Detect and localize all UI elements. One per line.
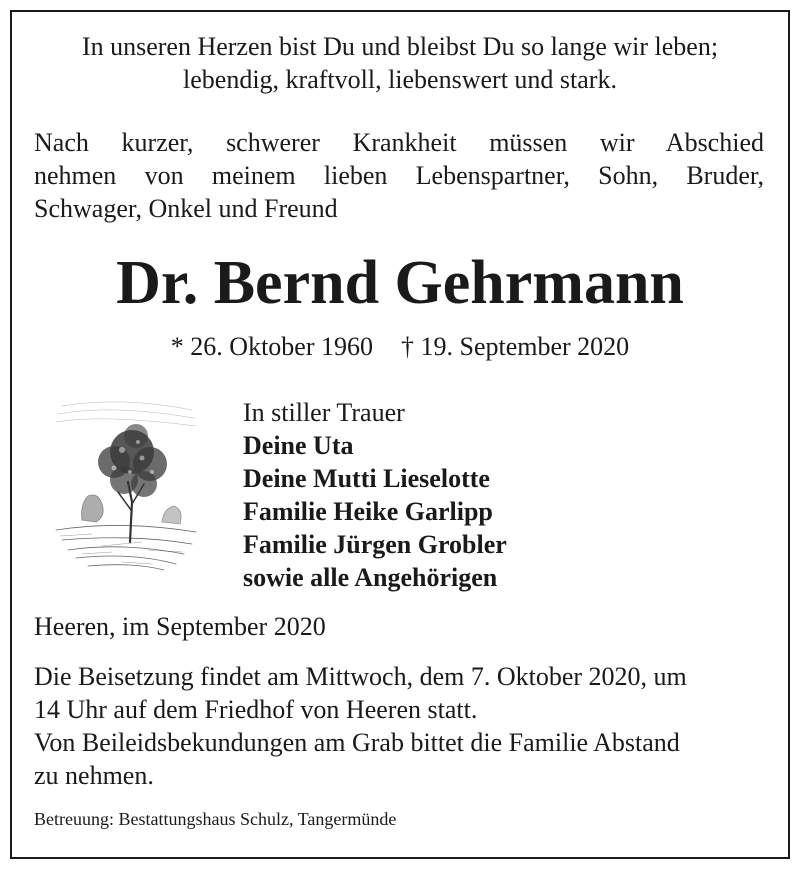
mourner-name: sowie alle Angehörigen <box>243 563 498 592</box>
mourner-name: Familie Jürgen Grobler <box>243 530 507 559</box>
intro-line-2: nehmen von meinem lieben Lebenspartner, Sohn, Bruder, <box>34 161 764 190</box>
poem-line-1: In unseren Herzen bist Du und bleibst Du so lange wir leben; <box>81 32 719 61</box>
birth-date: * 26. Oktober 1960 <box>170 332 373 361</box>
intro-line-1: Nach kurzer, schwerer Krankheit müssen wir Abschied <box>34 128 764 157</box>
mourners-intro: In stiller Trauer <box>243 398 405 427</box>
mourners-block <box>243 396 507 594</box>
mourner-name: Familie Heike Garlipp <box>243 497 493 526</box>
funeral-notice <box>34 660 774 792</box>
poem-line-2: lebendig, kraftvoll, liebenswert und stark. <box>183 65 617 94</box>
deceased-name: Dr. Bernd Gehrmann <box>116 249 684 317</box>
mourner-name: Deine Mutti Lieselotte <box>243 464 490 493</box>
life-dates <box>0 330 800 364</box>
funeral-line-2: 14 Uhr auf dem Friedhof von Heeren statt. <box>34 695 478 724</box>
funeral-home-credit: Betreuung: Bestattungshaus Schulz, Tangermünde <box>34 809 397 829</box>
funeral-line-4: zu nehmen. <box>34 761 154 790</box>
intro-text <box>34 126 764 225</box>
death-date: † 19. September 2020 <box>401 332 630 361</box>
tree-landscape-icon <box>52 392 200 574</box>
place-date: Heeren, im September 2020 <box>34 612 326 641</box>
funeral-line-1: Die Beisetzung findet am Mittwoch, dem 7. Oktober 2020, um <box>34 662 687 691</box>
poem <box>0 30 800 96</box>
mourner-name: Deine Uta <box>243 431 354 460</box>
intro-line-3: Schwager, Onkel und Freund <box>34 194 338 223</box>
funeral-line-3: Von Beileidsbekundungen am Grab bittet die Familie Abstand <box>34 728 680 757</box>
